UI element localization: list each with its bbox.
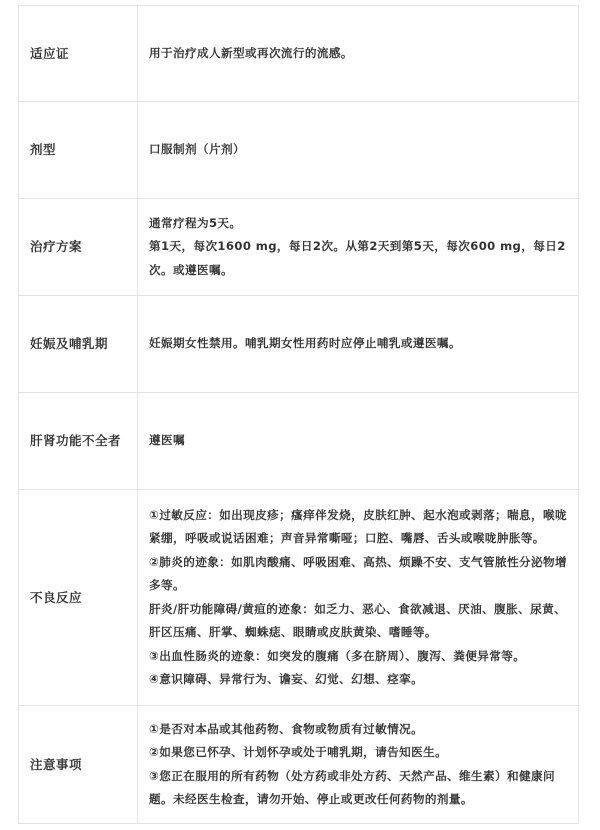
value-line: ②肺炎的迹象：如肌肉酸痛、呼吸困难、高热、烦躁不安、支气管脓性分泌物增多等。 (149, 554, 568, 592)
drug-info-sheet (18, 5, 579, 824)
row-label-hepatic-renal: 肝肾功能不全者 (19, 393, 138, 490)
table-row (19, 296, 579, 393)
value-line: 肝炎/肝功能障碍/黄疸的迹象：如乏力、恶心、食欲减退、厌油、腹胀、尿黄、肝区压痛、肝掌、蜘蛛痣、眼睛或皮肤黄染、嗜睡等。 (149, 601, 567, 639)
value-line: 遵医嘱 (149, 433, 185, 448)
row-value-dosage-form (138, 102, 579, 199)
value-line: 妊娠期女性禁用。哺乳期女性用药时应停止哺乳或遵医嘱。 (149, 336, 461, 351)
value-line: ③您正在服用的所有药物（处方药或非处方药、天然产品、维生素）和健康问题。未经医生检查，请勿开始、停止或更改任何药物的剂量。 (149, 768, 556, 806)
row-label-pregnancy: 妊娠及哺乳期 (19, 296, 138, 393)
value-line: 用于治疗成人新型或再次流行的流感。 (149, 45, 353, 60)
row-label-regimen: 治疗方案 (19, 199, 138, 296)
row-label-dosage-form: 剂型 (19, 102, 138, 199)
row-value-regimen (138, 199, 579, 296)
row-value-adverse-reactions (138, 490, 579, 706)
table-row (19, 490, 579, 706)
value-line: 口服制剂（片剂） (149, 142, 245, 157)
row-value-indication (138, 6, 579, 102)
value-line: 通常疗程为5天。 (149, 215, 242, 230)
drug-info-table (18, 5, 579, 824)
value-line: ①过敏反应：如出现皮疹；瘙痒伴发烧，皮肤红肿、起水泡或剥落；喘息，喉咙紧绷，呼吸或说话困难；声音异常嘶哑；口腔、嘴唇、舌头或喉咙肿胀等。 (149, 507, 568, 545)
table-row (19, 393, 579, 490)
value-line: ③出血性肠炎的迹象：如突发的腹痛（多在脐周）、腹泻、粪便异常等。 (149, 648, 526, 663)
value-line: ②如果您已怀孕、计划怀孕或处于哺乳期，请告知医生。 (149, 745, 448, 759)
row-label-precautions: 注意事项 (19, 706, 138, 824)
value-line: 第1天，每次1600 mg，每日2次。从第2天到第5天，每次600 mg，每日2次。或遵医嘱。 (149, 239, 566, 277)
row-value-precautions (138, 706, 579, 824)
value-line: ④意识障碍、异常行为、谵妄、幻觉、幻想、痉挛。 (149, 672, 424, 686)
table-row (19, 102, 579, 199)
table-row (19, 199, 579, 296)
table-row (19, 706, 579, 824)
table-row (19, 6, 579, 102)
row-value-pregnancy (138, 296, 579, 393)
row-label-adverse-reactions: 不良反应 (19, 490, 138, 706)
row-value-hepatic-renal (138, 393, 579, 490)
value-line: ①是否对本品或其他药物、食物或物质有过敏情况。 (149, 721, 424, 736)
row-label-indication: 适应证 (19, 6, 138, 102)
